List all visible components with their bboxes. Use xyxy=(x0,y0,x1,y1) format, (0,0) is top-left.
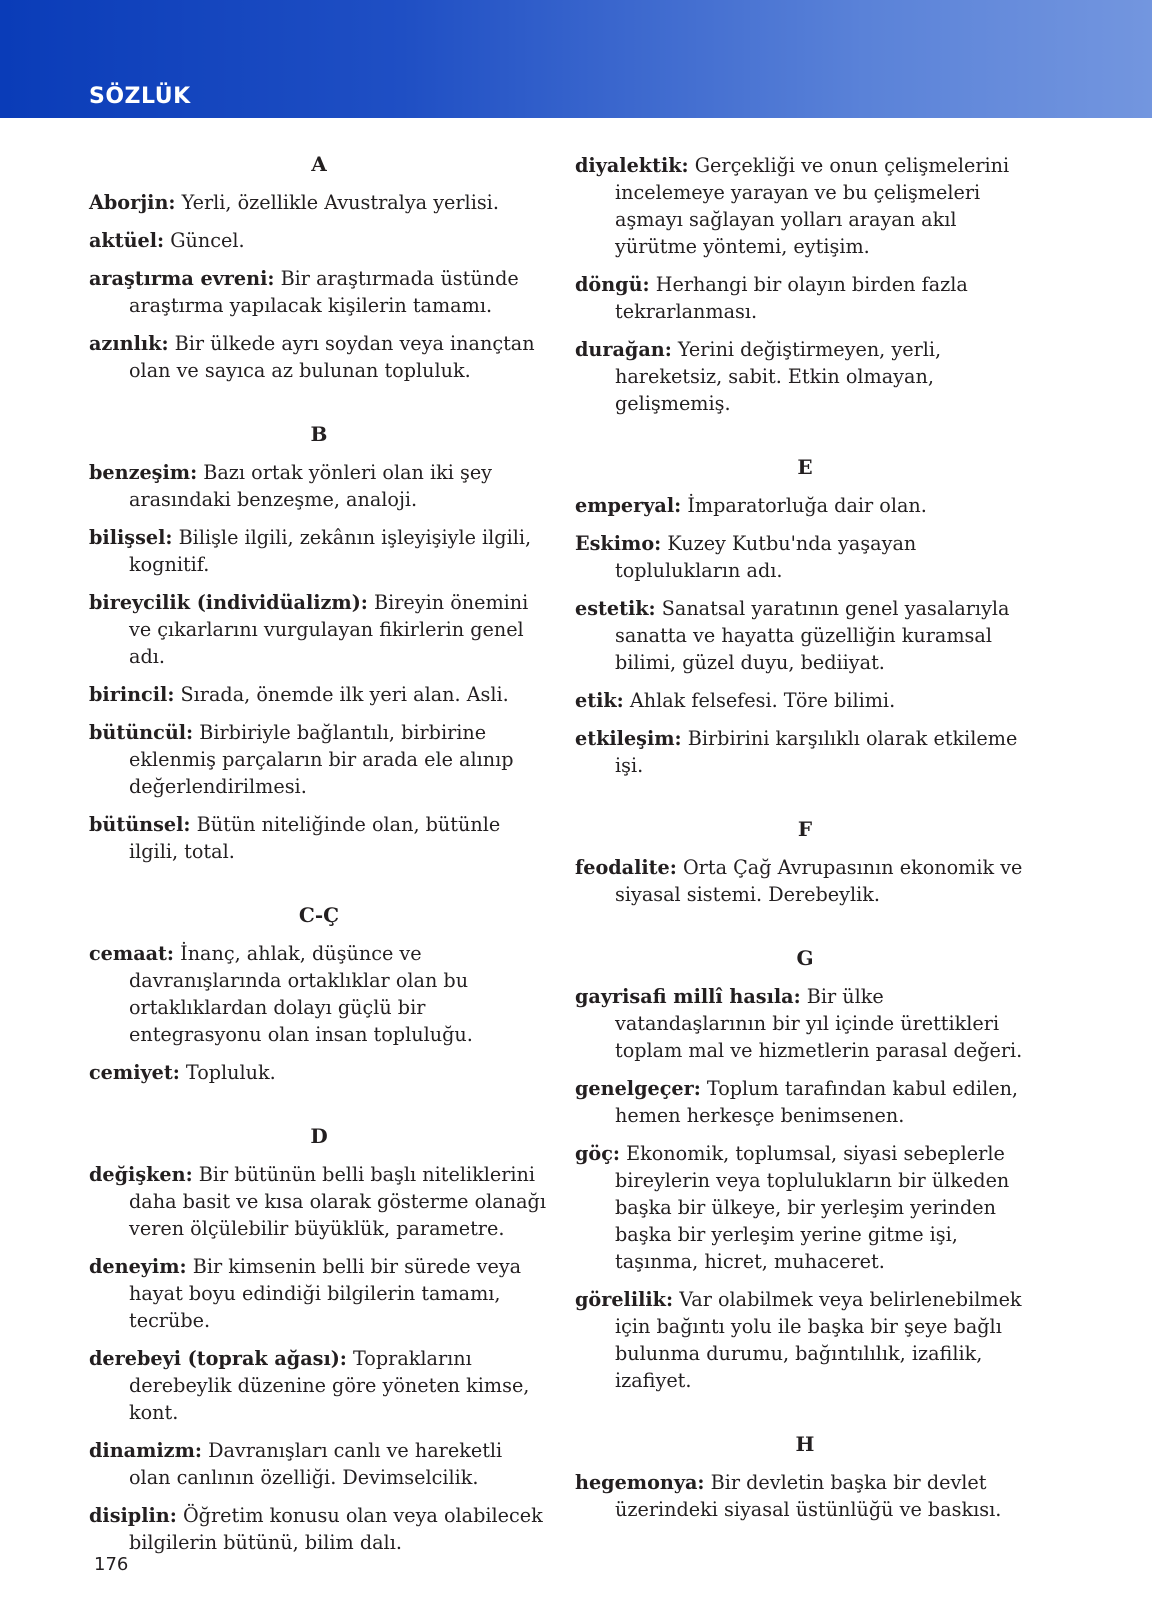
entry-definition: Bilişle ilgili, zekânın işleyişiyle ilgili, kognitif. xyxy=(129,526,532,576)
entry-term: disiplin: xyxy=(89,1504,177,1527)
glossary-entry xyxy=(575,530,1035,584)
glossary-entry xyxy=(89,1345,549,1426)
entry-definition: Davranışları canlı ve hareketli olan canlının özelliği. Devimselcilik. xyxy=(129,1439,503,1489)
entry-definition: Bireyin önemini ve çıkarlarını vurgulayan fikirlerin genel adı. xyxy=(129,591,529,668)
glossary-entry xyxy=(575,152,1035,260)
glossary-entry xyxy=(575,983,1035,1064)
entry-term: cemaat: xyxy=(89,942,175,965)
entry-term: bireycilik (individüalizm): xyxy=(89,591,368,614)
entry-term: etik: xyxy=(575,689,624,712)
glossary-entry xyxy=(89,940,549,1048)
glossary-entry xyxy=(575,1286,1035,1394)
glossary-entry xyxy=(89,330,549,384)
entry-definition: Toplum tarafından kabul edilen, hemen herkesçe benimsenen. xyxy=(615,1077,1019,1127)
entry-term: gayrisafi millî hasıla: xyxy=(575,985,801,1008)
entry-term: göç: xyxy=(575,1142,620,1165)
entry-term: bütünsel: xyxy=(89,813,191,836)
section-g xyxy=(575,946,1035,1394)
page-title: SÖZLÜK xyxy=(89,84,191,109)
glossary-entry xyxy=(89,681,549,708)
entry-term: cemiyet: xyxy=(89,1061,180,1084)
entry-definition: Ahlak felsefesi. Töre bilimi. xyxy=(629,689,896,712)
entry-definition: Birbiriyle bağlantılı, birbirine eklenmiş parçaların bir arada ele alınıp değerlendirilmesi. xyxy=(129,721,514,798)
glossary-entry xyxy=(89,1502,549,1556)
entry-term: bütüncül: xyxy=(89,721,194,744)
entry-term: azınlık: xyxy=(89,332,169,355)
section-letter: D xyxy=(310,1124,328,1148)
page-header-band xyxy=(0,0,1152,118)
entry-definition: Bütün niteliğinde olan, bütünle ilgili, total. xyxy=(129,813,501,863)
entry-term: değişken: xyxy=(89,1163,193,1186)
section-letter: H xyxy=(795,1432,815,1456)
section-letter: E xyxy=(797,455,813,479)
entry-term: benzeşim: xyxy=(89,461,198,484)
section-f xyxy=(575,817,1035,908)
entry-definition: Sırada, önemde ilk yeri alan. Asli. xyxy=(180,683,509,706)
entry-term: diyalektik: xyxy=(575,154,689,177)
glossary-entry xyxy=(575,725,1035,779)
section-d-continued xyxy=(575,152,1035,417)
page-number: 176 xyxy=(94,1554,129,1575)
entry-term: birincil: xyxy=(89,683,175,706)
section-h xyxy=(575,1432,1035,1523)
entry-term: görelilik: xyxy=(575,1288,674,1311)
entry-term: Aborjin: xyxy=(89,191,176,214)
entry-term: araştırma evreni: xyxy=(89,267,275,290)
entry-term: döngü: xyxy=(575,273,650,296)
section-e xyxy=(575,455,1035,779)
entry-definition: İmparatorluğa dair olan. xyxy=(687,494,927,517)
section-letter: G xyxy=(796,946,814,970)
glossary-entry xyxy=(575,336,1035,417)
entry-definition: Yerini değiştirmeyen, yerli, hareketsiz, sabit. Etkin olmayan, gelişmemiş. xyxy=(615,338,942,415)
glossary-entry xyxy=(575,271,1035,325)
entry-definition: Güncel. xyxy=(170,229,245,252)
glossary-entry xyxy=(89,265,549,319)
entry-definition: Bir kimsenin belli bir sürede veya hayat boyu edindiği bilgilerin tamamı, tecrübe. xyxy=(129,1255,522,1332)
glossary-entry xyxy=(575,1140,1035,1275)
entry-definition: Bir devletin başka bir devlet üzerindeki siyasal üstünlüğü ve baskısı. xyxy=(615,1471,1002,1521)
entry-definition: Öğretim konusu olan veya olabilecek bilgilerin bütünü, bilim dalı. xyxy=(129,1504,543,1554)
entry-definition: İnanç, ahlak, düşünce ve davranışlarında ortaklıklar olan bu ortaklıklardan dolayı güçlü bir entegrasyonu olan insan topluluğu. xyxy=(129,942,473,1046)
entry-definition: Orta Çağ Avrupasının ekonomik ve siyasal sistemi. Derebeylik. xyxy=(615,856,1023,906)
glossary-entry xyxy=(89,589,549,670)
section-letter: A xyxy=(311,152,327,176)
entry-term: bilişsel: xyxy=(89,526,173,549)
entry-definition: Topluluk. xyxy=(185,1061,276,1084)
entry-term: derebeyi (toprak ağası): xyxy=(89,1347,347,1370)
entry-term: emperyal: xyxy=(575,494,682,517)
glossary-entry xyxy=(89,227,549,254)
glossary-entry xyxy=(89,719,549,800)
entry-definition: Ekonomik, toplumsal, siyasi sebeplerle bireylerin veya toplulukların bir ülkeden başka bir ülkeye, bir yerleşim yerinden başka bir yerleşim yerine gitme işi, taşınma, hicret, muhaceret. xyxy=(615,1142,1010,1273)
entry-definition: Gerçekliği ve onun çelişmelerini incelemeye yarayan ve bu çelişmeleri aşmayı sağlayan yolları arayan akıl yürütme yöntemi, eytişim. xyxy=(615,154,1010,258)
section-c xyxy=(89,903,549,1086)
glossary-entry xyxy=(89,1059,549,1086)
entry-term: aktüel: xyxy=(89,229,165,252)
entry-definition: Yerli, özellikle Avustralya yerlisi. xyxy=(181,191,499,214)
entry-term: hegemonya: xyxy=(575,1471,705,1494)
entry-definition: Bazı ortak yönleri olan iki şey arasındaki benzeşme, analoji. xyxy=(129,461,493,511)
left-column xyxy=(89,152,549,1567)
right-column xyxy=(575,152,1035,1534)
glossary-entry xyxy=(89,1161,549,1242)
section-b xyxy=(89,422,549,865)
section-a xyxy=(89,152,549,384)
entry-definition: Kuzey Kutbu'nda yaşayan toplulukların adı. xyxy=(615,532,917,582)
entry-definition: Bir ülkede ayrı soydan veya inançtan olan ve sayıca az bulunan topluluk. xyxy=(129,332,535,382)
glossary-entry xyxy=(89,1437,549,1491)
glossary-entry xyxy=(575,492,1035,519)
glossary-entry xyxy=(575,854,1035,908)
entry-definition: Var olabilmek veya belirlenebilmek için bağıntı yolu ile başka bir şeye bağlı bulunma durumu, bağıntılılık, izafilik, izafiyet. xyxy=(615,1288,1022,1392)
glossary-entry xyxy=(89,459,549,513)
entry-definition: Sanatsal yaratının genel yasalarıyla sanatta ve hayatta güzelliğin kuramsal bilimi, güzel duyu, bediiyat. xyxy=(615,597,1010,674)
entry-definition: Bir araştırmada üstünde araştırma yapılacak kişilerin tamamı. xyxy=(129,267,519,317)
entry-term: deneyim: xyxy=(89,1255,187,1278)
glossary-entry xyxy=(575,595,1035,676)
entry-definition: Bir ülke vatandaşlarının bir yıl içinde ürettikleri toplam mal ve hizmetlerin parasal değeri. xyxy=(615,985,1023,1062)
glossary-entry xyxy=(575,1075,1035,1129)
entry-term: durağan: xyxy=(575,338,672,361)
glossary-entry xyxy=(575,687,1035,714)
entry-definition: Birbirini karşılıklı olarak etkileme işi. xyxy=(615,727,1018,777)
entry-term: Eskimo: xyxy=(575,532,662,555)
entry-definition: Herhangi bir olayın birden fazla tekrarlanması. xyxy=(615,273,968,323)
section-letter: F xyxy=(797,817,813,841)
entry-term: dinamizm: xyxy=(89,1439,202,1462)
glossary-entry xyxy=(89,524,549,578)
glossary-entry xyxy=(89,1253,549,1334)
entry-term: estetik: xyxy=(575,597,656,620)
entry-term: etkileşim: xyxy=(575,727,682,750)
section-letter: C-Ç xyxy=(298,903,340,927)
glossary-entry xyxy=(89,811,549,865)
glossary-entry xyxy=(575,1469,1035,1523)
entry-term: feodalite: xyxy=(575,856,677,879)
entry-definition: Bir bütünün belli başlı niteliklerini daha basit ve kısa olarak gösterme olanağı veren ölçülebilir büyüklük, parametre. xyxy=(129,1163,546,1240)
glossary-entry xyxy=(89,189,549,216)
entry-definition: Topraklarını derebeylik düzenine göre yöneten kimse, kont. xyxy=(129,1347,530,1424)
section-d xyxy=(89,1124,549,1556)
entry-term: genelgeçer: xyxy=(575,1077,701,1100)
section-letter: B xyxy=(310,422,328,446)
